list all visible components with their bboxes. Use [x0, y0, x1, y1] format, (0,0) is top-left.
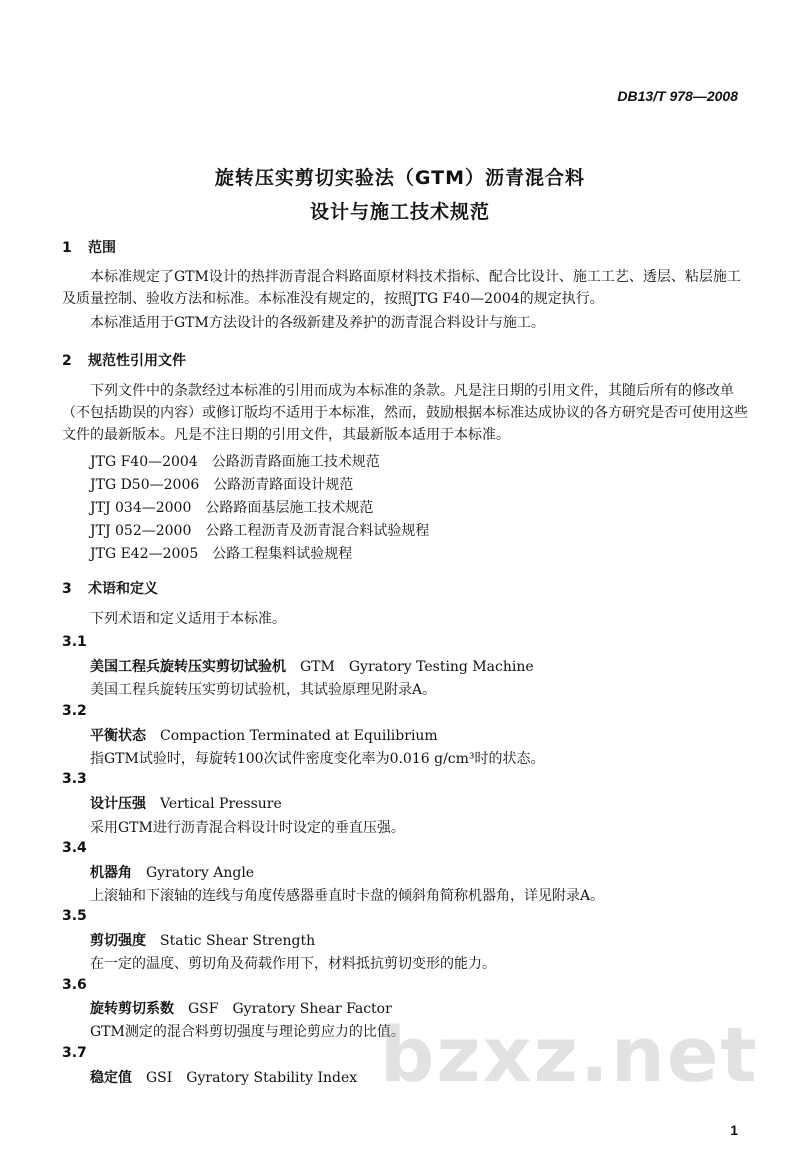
section-number: 3 — [62, 581, 72, 597]
definition: 指GTM试验时，每旋转100次试件密度变化率为0.016 g/cm³时的状态。 — [90, 751, 545, 767]
watermark: bzxz.net — [380, 1010, 759, 1099]
clause-number: 3.4 — [62, 840, 87, 856]
term-cn: 设计压强 — [90, 796, 146, 812]
paragraph: 下列文件中的条款经过本标准的引用而成为本标准的条款。凡是注日期的引用文件，其随后所有的修改单（不包括勘误的内容）或修订版均不适用于本标准，然而，鼓励根据本标准达成协议的各方研究是否可使用这些文件的最新版本。凡是不注日期的引用文件，其最新版本适用于本标准。 — [62, 383, 748, 443]
term — [90, 862, 254, 882]
clause-number: 3.1 — [62, 634, 87, 650]
term-cn: 稳定值 — [90, 1070, 132, 1086]
document-title-line2: 设计与施工技术规范 — [309, 201, 490, 223]
term-en: Vertical Pressure — [160, 796, 282, 812]
term-en: GTM Gyratory Testing Machine — [300, 659, 534, 675]
reference-item: JTJ 052—2000 公路工程沥青及沥青混合料试验规程 — [90, 523, 430, 539]
section-heading — [62, 350, 186, 370]
reference-item: JTG D50—2006 公路沥青路面设计规范 — [90, 477, 354, 493]
term-cn: 旋转剪切系数 — [90, 1001, 174, 1017]
definition: 在一定的温度、剪切角及荷载作用下，材料抵抗剪切变形的能力。 — [90, 956, 496, 972]
clause-number: 3.5 — [62, 908, 87, 924]
term-cn: 剪切强度 — [90, 933, 146, 949]
term-en: Static Shear Strength — [160, 933, 316, 949]
term — [90, 793, 282, 813]
clause-number: 3.7 — [62, 1045, 87, 1061]
section-heading — [62, 578, 158, 598]
term — [90, 725, 438, 745]
term-en: GSF Gyratory Shear Factor — [188, 1001, 392, 1017]
paragraph: 本标准规定了GTM设计的热拌沥青混合料路面原材料技术指标、配合比设计、施工工艺、透层、粘层施工及质量控制、验收方法和标准。本标准没有规定的，按照JTG F40—2004的规定执行。 — [62, 269, 741, 307]
term-cn: 机器角 — [90, 865, 132, 881]
term-en: Gyratory Angle — [146, 865, 255, 881]
definition: GTM测定的混合料剪切强度与理论剪应力的比值。 — [90, 1024, 405, 1040]
section-title: 术语和定义 — [88, 581, 158, 597]
reference-item: JTJ 034—2000 公路路面基层施工技术规范 — [90, 500, 374, 516]
document-title-line1: 旋转压实剪切实验法（GTM）沥青混合料 — [214, 167, 586, 189]
term — [90, 998, 392, 1018]
term — [90, 930, 315, 950]
reference-item: JTG F40—2004 公路沥青路面施工技术规范 — [90, 454, 380, 470]
paragraph: 下列术语和定义适用于本标准。 — [90, 611, 286, 627]
definition: 美国工程兵旋转压实剪切试验机，其试验原理见附录A。 — [90, 682, 437, 698]
reference-item: JTG E42—2005 公路工程集料试验规程 — [90, 546, 353, 562]
standard-code: DB13/T 978—2008 — [617, 88, 738, 104]
clause-number: 3.6 — [62, 977, 87, 993]
section-heading — [62, 237, 116, 257]
clause-number: 3.3 — [62, 771, 87, 787]
term — [90, 656, 534, 676]
page-number: 1 — [730, 1122, 738, 1138]
term — [90, 1067, 357, 1087]
definition: 上滚轴和下滚轴的连线与角度传感器垂直时卡盘的倾斜角简称机器角，详见附录A。 — [90, 888, 605, 904]
term-en: GSI Gyratory Stability Index — [146, 1070, 358, 1086]
term-cn: 平衡状态 — [90, 728, 146, 744]
section-number: 1 — [62, 240, 72, 256]
section-title: 规范性引用文件 — [88, 353, 186, 369]
term-en: Compaction Terminated at Equilibrium — [160, 728, 438, 744]
definition: 采用GTM进行沥青混合料设计时设定的垂直压强。 — [90, 820, 405, 836]
clause-number: 3.2 — [62, 703, 87, 719]
term-cn: 美国工程兵旋转压实剪切试验机 — [90, 659, 286, 675]
paragraph: 本标准适用于GTM方法设计的各级新建及养护的沥青混合料设计与施工。 — [90, 315, 545, 331]
section-number: 2 — [62, 353, 72, 369]
section-title: 范围 — [88, 240, 116, 256]
